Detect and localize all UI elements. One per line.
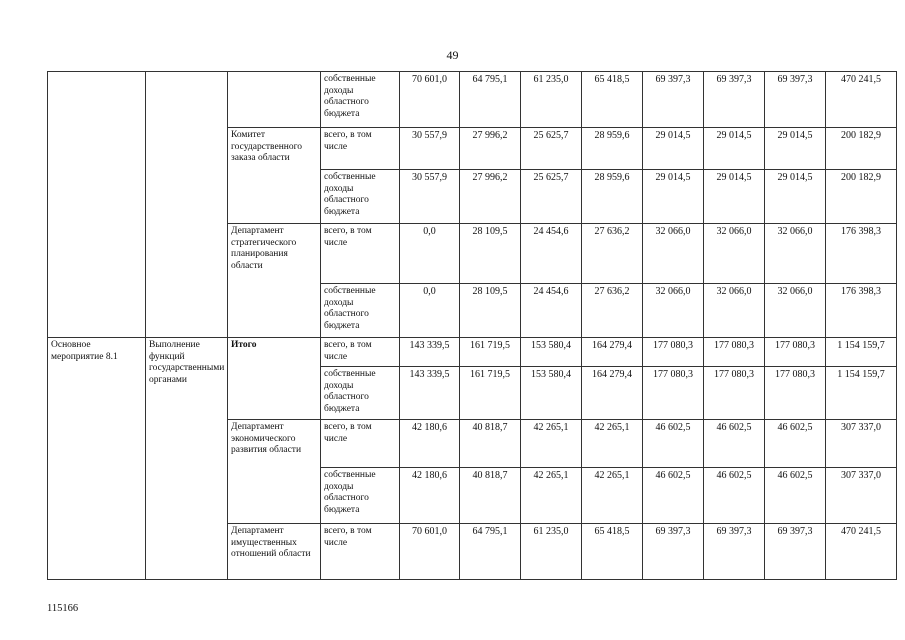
executor-cell: Департамент стратегического планирования области	[228, 224, 321, 338]
value-cell: 29 014,5	[704, 128, 765, 170]
table-row	[48, 72, 897, 128]
value-cell: 27 636,2	[582, 224, 643, 284]
value-cell: 46 602,5	[643, 468, 704, 524]
indicator-cell: всего, в том числе	[321, 224, 400, 284]
value-cell: 70 601,0	[400, 524, 460, 580]
value-cell: 24 454,6	[521, 224, 582, 284]
value-cell: 61 235,0	[521, 524, 582, 580]
executor-cell	[228, 72, 321, 128]
executor-cell: Департамент имущественных отношений области	[228, 524, 321, 580]
value-cell: 143 339,5	[400, 338, 460, 367]
value-cell: 29 014,5	[704, 170, 765, 224]
program-cell: Основное мероприятие 8.1	[48, 338, 146, 580]
value-cell: 161 719,5	[460, 367, 521, 420]
value-cell: 27 636,2	[582, 284, 643, 338]
value-cell: 42 265,1	[582, 420, 643, 468]
value-cell: 69 397,3	[704, 72, 765, 128]
value-cell: 32 066,0	[643, 224, 704, 284]
value-cell: 164 279,4	[582, 367, 643, 420]
value-cell: 46 602,5	[765, 420, 826, 468]
value-cell: 177 080,3	[704, 338, 765, 367]
budget-table	[47, 71, 897, 580]
value-cell: 32 066,0	[704, 284, 765, 338]
value-cell: 29 014,5	[643, 128, 704, 170]
total-cell: 470 241,5	[826, 72, 897, 128]
measure-name-cell: Выполнение функций государственными органами	[146, 338, 228, 580]
value-cell: 30 557,9	[400, 170, 460, 224]
value-cell: 177 080,3	[765, 367, 826, 420]
value-cell: 29 014,5	[765, 128, 826, 170]
value-cell: 42 180,6	[400, 420, 460, 468]
value-cell: 25 625,7	[521, 128, 582, 170]
value-cell: 143 339,5	[400, 367, 460, 420]
value-cell: 69 397,3	[643, 524, 704, 580]
indicator-cell: собственные доходы областного бюджета	[321, 468, 400, 524]
value-cell: 69 397,3	[643, 72, 704, 128]
value-cell: 32 066,0	[765, 284, 826, 338]
value-cell: 30 557,9	[400, 128, 460, 170]
value-cell: 28 109,5	[460, 284, 521, 338]
value-cell: 24 454,6	[521, 284, 582, 338]
value-cell: 70 601,0	[400, 72, 460, 128]
value-cell: 69 397,3	[704, 524, 765, 580]
value-cell: 42 180,6	[400, 468, 460, 524]
value-cell: 42 265,1	[582, 468, 643, 524]
total-cell: 1 154 159,7	[826, 367, 897, 420]
value-cell: 164 279,4	[582, 338, 643, 367]
value-cell: 27 996,2	[460, 128, 521, 170]
value-cell: 29 014,5	[765, 170, 826, 224]
value-cell: 177 080,3	[704, 367, 765, 420]
value-cell: 177 080,3	[643, 338, 704, 367]
value-cell: 64 795,1	[460, 524, 521, 580]
total-cell: 307 337,0	[826, 468, 897, 524]
value-cell: 32 066,0	[765, 224, 826, 284]
program-cell	[48, 72, 146, 338]
value-cell: 40 818,7	[460, 420, 521, 468]
value-cell: 161 719,5	[460, 338, 521, 367]
value-cell: 46 602,5	[643, 420, 704, 468]
total-cell: 307 337,0	[826, 420, 897, 468]
value-cell: 177 080,3	[765, 338, 826, 367]
value-cell: 64 795,1	[460, 72, 521, 128]
executor-cell: Итого	[228, 338, 321, 420]
value-cell: 46 602,5	[704, 468, 765, 524]
value-cell: 177 080,3	[643, 367, 704, 420]
value-cell: 32 066,0	[704, 224, 765, 284]
indicator-cell: собственные доходы областного бюджета	[321, 72, 400, 128]
value-cell: 28 109,5	[460, 224, 521, 284]
value-cell: 28 959,6	[582, 128, 643, 170]
value-cell: 61 235,0	[521, 72, 582, 128]
value-cell: 69 397,3	[765, 72, 826, 128]
value-cell: 42 265,1	[521, 468, 582, 524]
total-cell: 200 182,9	[826, 128, 897, 170]
table-row	[48, 338, 897, 367]
indicator-cell: всего, в том числе	[321, 420, 400, 468]
document-code: 115166	[47, 603, 79, 614]
value-cell: 46 602,5	[704, 420, 765, 468]
value-cell: 69 397,3	[765, 524, 826, 580]
value-cell: 28 959,6	[582, 170, 643, 224]
total-cell: 470 241,5	[826, 524, 897, 580]
value-cell: 46 602,5	[765, 468, 826, 524]
value-cell: 29 014,5	[643, 170, 704, 224]
total-cell: 200 182,9	[826, 170, 897, 224]
total-cell: 176 398,3	[826, 284, 897, 338]
indicator-cell: всего, в том числе	[321, 338, 400, 367]
value-cell: 153 580,4	[521, 338, 582, 367]
value-cell: 42 265,1	[521, 420, 582, 468]
indicator-cell: всего, в том числе	[321, 524, 400, 580]
value-cell: 40 818,7	[460, 468, 521, 524]
executor-cell: Комитет государственного заказа области	[228, 128, 321, 224]
indicator-cell: собственные доходы областного бюджета	[321, 284, 400, 338]
value-cell: 0,0	[400, 284, 460, 338]
value-cell: 153 580,4	[521, 367, 582, 420]
indicator-cell: собственные доходы областного бюджета	[321, 367, 400, 420]
executor-cell: Департамент экономического развития области	[228, 420, 321, 524]
value-cell: 65 418,5	[582, 524, 643, 580]
measure-name-cell	[146, 72, 228, 338]
total-cell: 1 154 159,7	[826, 338, 897, 367]
indicator-cell: всего, в том числе	[321, 128, 400, 170]
value-cell: 27 996,2	[460, 170, 521, 224]
value-cell: 65 418,5	[582, 72, 643, 128]
page-number: 49	[446, 48, 459, 62]
value-cell: 32 066,0	[643, 284, 704, 338]
total-cell: 176 398,3	[826, 224, 897, 284]
indicator-cell: собственные доходы областного бюджета	[321, 170, 400, 224]
value-cell: 0,0	[400, 224, 460, 284]
value-cell: 25 625,7	[521, 170, 582, 224]
